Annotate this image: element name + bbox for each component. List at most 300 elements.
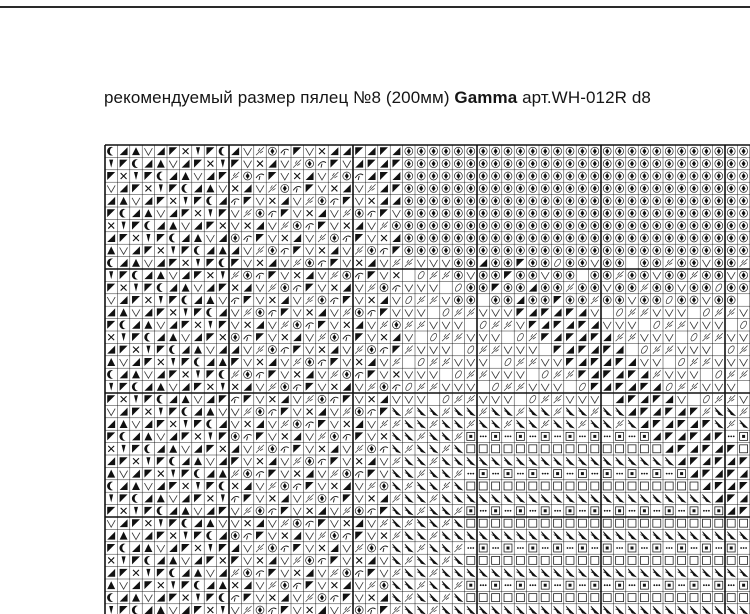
stitch-symbol-tri	[380, 197, 388, 205]
stitch-symbol-arrow	[665, 569, 673, 577]
stitch-symbol-arrow	[690, 494, 698, 502]
stitch-symbol-diamond	[616, 284, 624, 292]
stitch-symbol-half	[727, 445, 735, 453]
stitch-symbol-sq4	[504, 544, 512, 552]
stitch-symbol-diamond	[343, 370, 351, 378]
stitch-symbol-diamond	[566, 234, 574, 242]
stitch-symbol-arrow	[628, 532, 636, 540]
stitch-symbol-tri	[120, 184, 128, 192]
stitch-symbol-feather	[380, 222, 388, 230]
stitch-symbol-tri	[554, 333, 562, 341]
stitch-symbol-feather	[343, 606, 351, 614]
stitch-symbol-dots	[691, 547, 698, 549]
stitch-symbol-v	[554, 384, 562, 391]
stitch-symbol-x	[207, 495, 213, 501]
stitch-symbol-diamond	[715, 147, 723, 155]
stitch-symbol-moon	[107, 593, 113, 602]
stitch-symbol-feather	[430, 296, 438, 304]
stitch-symbol-leaf	[467, 345, 475, 354]
stitch-symbol-arrow	[417, 457, 425, 465]
stitch-symbol-sq	[492, 445, 500, 453]
stitch-symbol-diamond	[566, 296, 574, 304]
stitch-symbol-dots	[666, 473, 673, 475]
stitch-symbol-feather	[616, 420, 624, 428]
stitch-symbol-half	[281, 606, 289, 614]
stitch-symbol-diamond	[616, 197, 624, 205]
stitch-symbol-sq4	[529, 544, 537, 552]
stitch-symbol-sq4	[492, 581, 500, 589]
stitch-symbol-half	[330, 556, 338, 564]
stitch-symbol-arrow	[392, 581, 400, 589]
stitch-symbol-bird	[244, 335, 252, 341]
stitch-symbol-tri	[368, 259, 376, 267]
stitch-symbol-moon	[206, 531, 212, 540]
stitch-symbol-half	[132, 296, 140, 304]
stitch-symbol-arrow	[665, 457, 673, 465]
stitch-symbol-diamond	[417, 160, 425, 168]
stitch-symbol-tri	[392, 197, 400, 205]
stitch-symbol-v	[653, 334, 661, 341]
stitch-symbol-arrow	[417, 494, 425, 502]
stitch-symbol-arrow	[628, 569, 636, 577]
stitch-symbol-sq	[740, 445, 748, 453]
stitch-symbol-v	[516, 347, 524, 354]
stitch-symbol-arrow	[405, 420, 413, 428]
stitch-symbol-diamond	[665, 160, 673, 168]
stitch-symbol-v	[281, 161, 289, 168]
stitch-symbol-diamond	[653, 284, 661, 292]
stitch-symbol-v	[132, 198, 140, 205]
hoop-size-text: рекомендуемый размер пялец №8 (200мм)	[104, 88, 450, 107]
stitch-symbol-bird	[380, 546, 388, 552]
stitch-symbol-half	[194, 494, 202, 502]
stitch-symbol-v	[293, 198, 301, 205]
stitch-symbol-arrow	[430, 544, 438, 552]
stitch-symbol-diamond	[392, 321, 400, 329]
stitch-symbol-half	[566, 308, 574, 316]
stitch-symbol-diamond	[591, 246, 599, 254]
stitch-symbol-leaf	[665, 295, 673, 304]
stitch-symbol-v	[454, 359, 462, 366]
stitch-symbol-feather	[405, 346, 413, 354]
stitch-symbol-x	[319, 247, 325, 253]
stitch-symbol-bird	[244, 534, 252, 540]
stitch-symbol-diamond	[640, 197, 648, 205]
stitch-symbol-v	[244, 260, 252, 267]
stitch-symbol-sq	[467, 556, 475, 564]
stitch-symbol-feather	[392, 569, 400, 577]
stitch-symbol-feather	[368, 383, 376, 391]
stitch-symbol-diamond	[653, 234, 661, 242]
stitch-symbol-arrow	[653, 532, 661, 540]
stitch-symbol-sq	[678, 556, 686, 564]
stitch-symbol-v	[368, 223, 376, 230]
stitch-symbol-diamond	[702, 271, 710, 279]
stitch-symbol-diamond	[591, 197, 599, 205]
stitch-symbol-half	[702, 420, 710, 428]
stitch-symbol-tri	[690, 420, 698, 428]
stitch-symbol-tri	[740, 494, 748, 502]
stitch-symbol-tri	[368, 358, 376, 366]
stitch-symbol-v	[268, 235, 276, 242]
stitch-symbol-diamond	[702, 246, 710, 254]
stitch-symbol-leaf	[442, 394, 450, 403]
stitch-symbol-tri	[306, 470, 314, 478]
stitch-symbol-v	[566, 396, 574, 403]
stitch-symbol-diamond	[578, 234, 586, 242]
stitch-symbol-half	[120, 383, 128, 391]
stitch-symbol-v	[132, 309, 140, 316]
stitch-symbol-half	[182, 581, 190, 589]
stitch-symbol-dots	[728, 584, 735, 586]
stitch-symbol-diamond	[628, 222, 636, 230]
stitch-symbol-feather	[430, 271, 438, 279]
stitch-symbol-feather	[454, 507, 462, 515]
stitch-symbol-v	[343, 161, 351, 168]
stitch-symbol-diamond	[504, 234, 512, 242]
stitch-symbol-feather	[454, 544, 462, 552]
stitch-symbol-up	[182, 284, 190, 292]
stitch-symbol-x	[257, 458, 263, 464]
stitch-symbol-feather	[653, 346, 661, 354]
stitch-symbol-half	[330, 259, 338, 267]
stitch-symbol-v	[715, 359, 723, 366]
stitch-symbol-arrow	[640, 457, 648, 465]
stitch-symbol-bird	[231, 496, 239, 502]
stitch-symbol-feather	[380, 321, 388, 329]
stitch-symbol-arrow	[529, 569, 537, 577]
stitch-symbol-diamond	[293, 222, 301, 230]
stitch-symbol-drop	[159, 184, 163, 192]
stitch-symbol-tri	[157, 259, 165, 267]
stitch-symbol-diamond	[603, 296, 611, 304]
stitch-symbol-tri	[355, 222, 363, 230]
stitch-symbol-sq4	[578, 544, 586, 552]
stitch-symbol-arrow	[405, 569, 413, 577]
stitch-symbol-feather	[268, 383, 276, 391]
stitch-symbol-tri	[541, 321, 549, 329]
stitch-symbol-diamond	[628, 246, 636, 254]
stitch-symbol-half	[157, 308, 165, 316]
stitch-symbol-x	[331, 483, 337, 489]
stitch-symbol-arrow	[430, 408, 438, 416]
stitch-symbol-drop	[184, 197, 188, 205]
stitch-symbol-v	[107, 185, 115, 192]
stitch-symbol-sq	[653, 482, 661, 490]
stitch-symbol-arrow	[492, 569, 500, 577]
stitch-symbol-diamond	[492, 234, 500, 242]
stitch-symbol-tri	[330, 147, 338, 155]
stitch-symbol-diamond	[467, 184, 475, 192]
stitch-symbol-half	[516, 259, 524, 267]
stitch-symbol-moon	[194, 581, 200, 590]
stitch-symbol-sq	[727, 519, 735, 527]
stitch-symbol-sq	[541, 445, 549, 453]
stitch-symbol-drop	[171, 581, 175, 589]
stitch-symbol-bird	[256, 472, 264, 478]
stitch-symbol-tri	[144, 420, 152, 428]
stitch-symbol-sq4	[702, 544, 710, 552]
stitch-symbol-v	[306, 446, 314, 453]
stitch-symbol-v	[678, 309, 686, 316]
stitch-symbol-sq4	[541, 581, 549, 589]
stitch-symbol-diamond	[640, 259, 648, 267]
stitch-symbol-feather	[392, 358, 400, 366]
stitch-symbol-sq	[504, 445, 512, 453]
stitch-symbol-bird	[392, 385, 400, 391]
stitch-symbol-feather	[256, 147, 264, 155]
stitch-symbol-moon	[219, 593, 225, 602]
stitch-symbol-tri	[653, 408, 661, 416]
stitch-symbol-bird	[231, 298, 239, 304]
stitch-symbol-arrow	[392, 482, 400, 490]
stitch-symbol-sq4	[467, 581, 475, 589]
stitch-symbol-arrow	[454, 569, 462, 577]
stitch-symbol-moon	[182, 296, 188, 305]
stitch-symbol-bird	[343, 534, 351, 540]
stitch-symbol-half	[740, 482, 748, 490]
stitch-symbol-arrow	[504, 606, 512, 614]
stitch-symbol-v	[405, 334, 413, 341]
stitch-symbol-half	[107, 284, 115, 292]
stitch-symbol-bird	[281, 546, 289, 552]
stitch-symbol-feather	[343, 408, 351, 416]
stitch-symbol-tri	[231, 544, 239, 552]
stitch-symbol-sq	[640, 482, 648, 490]
stitch-symbol-v	[306, 235, 314, 242]
article-code: арт.WH-012R d8	[522, 88, 651, 107]
stitch-symbol-half	[268, 172, 276, 180]
stitch-symbol-arrow	[492, 494, 500, 502]
stitch-symbol-tri	[107, 197, 115, 205]
stitch-symbol-half	[628, 370, 636, 378]
stitch-symbol-feather	[244, 408, 252, 416]
stitch-symbol-v	[665, 334, 673, 341]
stitch-symbol-tri	[157, 482, 165, 490]
stitch-symbol-arrow	[417, 606, 425, 614]
stitch-symbol-dots	[616, 473, 623, 475]
stitch-symbol-drop	[221, 494, 225, 502]
stitch-symbol-v	[293, 396, 301, 403]
stitch-symbol-leaf	[417, 357, 425, 366]
stitch-symbol-tri	[343, 482, 351, 490]
stitch-symbol-arrow	[405, 470, 413, 478]
stitch-symbol-feather	[430, 358, 438, 366]
stitch-symbol-diamond	[690, 246, 698, 254]
stitch-symbol-bird	[231, 397, 239, 403]
stitch-symbol-diamond	[740, 246, 748, 254]
stitch-symbol-v	[740, 309, 748, 316]
stitch-symbol-arrow	[430, 507, 438, 515]
stitch-symbol-tri	[206, 507, 214, 515]
stitch-symbol-half	[169, 259, 177, 267]
stitch-symbol-feather	[740, 408, 748, 416]
stitch-symbol-arrow	[578, 606, 586, 614]
stitch-symbol-tri	[194, 333, 202, 341]
stitch-symbol-arrow	[678, 494, 686, 502]
stitch-symbol-tri	[144, 271, 152, 279]
stitch-symbol-feather	[268, 581, 276, 589]
stitch-symbol-up	[219, 581, 227, 589]
stitch-symbol-feather	[430, 383, 438, 391]
stitch-symbol-arrow	[442, 470, 450, 478]
stitch-symbol-diamond	[591, 234, 599, 242]
stitch-symbol-arrow	[678, 569, 686, 577]
stitch-symbol-sq4	[715, 507, 723, 515]
stitch-symbol-diamond	[566, 197, 574, 205]
stitch-symbol-diamond	[653, 222, 661, 230]
stitch-symbol-arrow	[529, 606, 537, 614]
stitch-symbol-sq4	[479, 544, 487, 552]
stitch-symbol-diamond	[417, 209, 425, 217]
stitch-symbol-v	[219, 520, 227, 527]
stitch-symbol-arrow	[616, 494, 624, 502]
stitch-symbol-sq	[554, 556, 562, 564]
stitch-symbol-v	[330, 421, 338, 428]
stitch-symbol-dots	[505, 584, 512, 586]
stitch-symbol-arrow	[541, 408, 549, 416]
stitch-symbol-diamond	[529, 246, 537, 254]
stitch-symbol-tri	[206, 470, 214, 478]
stitch-symbol-half	[330, 358, 338, 366]
stitch-symbol-sq	[715, 556, 723, 564]
stitch-symbol-tri	[132, 209, 140, 217]
stitch-symbol-diamond	[678, 259, 686, 267]
stitch-symbol-up	[206, 296, 214, 304]
stitch-symbol-sq	[628, 519, 636, 527]
stitch-symbol-half	[268, 370, 276, 378]
stitch-symbol-tri	[107, 346, 115, 354]
stitch-symbol-feather	[293, 160, 301, 168]
stitch-symbol-half	[306, 383, 314, 391]
stitch-symbol-x	[319, 545, 325, 551]
stitch-symbol-diamond	[405, 160, 413, 168]
stitch-symbol-bird	[330, 397, 338, 403]
stitch-symbol-half	[554, 346, 562, 354]
stitch-symbol-dots	[529, 436, 536, 438]
stitch-symbol-bird	[256, 174, 264, 180]
stitch-symbol-sq	[554, 519, 562, 527]
stitch-symbol-sq	[504, 594, 512, 602]
stitch-symbol-half	[231, 358, 239, 366]
stitch-symbol-moon	[182, 407, 188, 416]
stitch-symbol-drop	[184, 532, 188, 540]
stitch-symbol-arrow	[578, 457, 586, 465]
stitch-symbol-tri	[120, 482, 128, 490]
stitch-symbol-half	[268, 470, 276, 478]
stitch-symbol-tri	[268, 457, 276, 465]
stitch-symbol-feather	[454, 333, 462, 341]
stitch-symbol-diamond	[715, 296, 723, 304]
stitch-symbol-v	[392, 297, 400, 304]
stitch-symbol-tri	[665, 445, 673, 453]
stitch-symbol-bird	[330, 496, 338, 502]
stitch-symbol-half	[107, 544, 115, 552]
stitch-symbol-diamond	[504, 209, 512, 217]
stitch-symbol-half	[293, 147, 301, 155]
stitch-symbol-v	[293, 508, 301, 515]
stitch-symbol-half	[392, 184, 400, 192]
stitch-symbol-diamond	[665, 209, 673, 217]
stitch-symbol-tri	[144, 383, 152, 391]
brand-name: Gamma	[454, 88, 518, 107]
stitch-symbol-v	[343, 260, 351, 267]
stitch-symbol-diamond	[541, 209, 549, 217]
stitch-symbol-sq	[653, 556, 661, 564]
stitch-symbol-feather	[715, 308, 723, 316]
stitch-symbol-half	[318, 519, 326, 527]
stitch-symbol-diamond	[516, 271, 524, 279]
stitch-symbol-feather	[640, 308, 648, 316]
stitch-symbol-half	[343, 594, 351, 602]
stitch-symbol-sq4	[554, 470, 562, 478]
stitch-symbol-up	[157, 160, 165, 168]
stitch-symbol-diamond	[591, 172, 599, 180]
stitch-symbol-tri	[132, 321, 140, 329]
stitch-symbol-half	[169, 519, 177, 527]
stitch-symbol-half	[318, 420, 326, 428]
stitch-symbol-arrow	[417, 532, 425, 540]
stitch-symbol-half	[120, 606, 128, 614]
stitch-symbol-up	[157, 606, 165, 614]
stitch-symbol-arrow	[566, 532, 574, 540]
stitch-symbol-feather	[306, 395, 314, 403]
stitch-symbol-half	[194, 197, 202, 205]
stitch-symbol-diamond	[405, 197, 413, 205]
stitch-symbol-diamond	[268, 147, 276, 155]
stitch-symbol-diamond	[492, 271, 500, 279]
stitch-symbol-tri	[690, 470, 698, 478]
stitch-symbol-diamond	[529, 197, 537, 205]
stitch-symbol-tri	[144, 160, 152, 168]
stitch-symbol-feather	[665, 259, 673, 267]
stitch-symbol-feather	[442, 333, 450, 341]
stitch-symbol-up	[107, 246, 115, 254]
stitch-symbol-feather	[405, 445, 413, 453]
stitch-symbol-feather	[417, 544, 425, 552]
stitch-symbol-diamond	[380, 581, 388, 589]
stitch-symbol-v	[244, 347, 252, 354]
stitch-symbol-arrow	[392, 470, 400, 478]
stitch-symbol-diamond	[740, 197, 748, 205]
stitch-symbol-diamond	[715, 209, 723, 217]
stitch-symbol-diamond	[616, 147, 624, 155]
stitch-symbol-drop	[221, 606, 225, 614]
stitch-symbol-moon	[169, 568, 175, 577]
stitch-symbol-arrow	[715, 532, 723, 540]
stitch-symbol-half	[306, 184, 314, 192]
stitch-symbol-arrow	[578, 494, 586, 502]
stitch-symbol-tri	[182, 346, 190, 354]
stitch-symbol-x	[108, 557, 114, 563]
stitch-symbol-half	[368, 370, 376, 378]
stitch-symbol-diamond	[281, 482, 289, 490]
stitch-symbol-tri	[640, 395, 648, 403]
stitch-symbol-tri	[219, 346, 227, 354]
stitch-symbol-bird	[244, 434, 252, 440]
stitch-symbol-half	[107, 209, 115, 217]
stitch-symbol-half	[702, 445, 710, 453]
stitch-symbol-diamond	[318, 197, 326, 205]
stitch-symbol-diamond	[616, 209, 624, 217]
stitch-symbol-tri	[169, 395, 177, 403]
stitch-symbol-diamond	[566, 147, 574, 155]
stitch-symbol-v	[182, 557, 190, 564]
stitch-symbol-feather	[268, 184, 276, 192]
stitch-symbol-arrow	[591, 420, 599, 428]
stitch-symbol-half	[244, 197, 252, 205]
stitch-symbol-arrow	[740, 606, 748, 614]
